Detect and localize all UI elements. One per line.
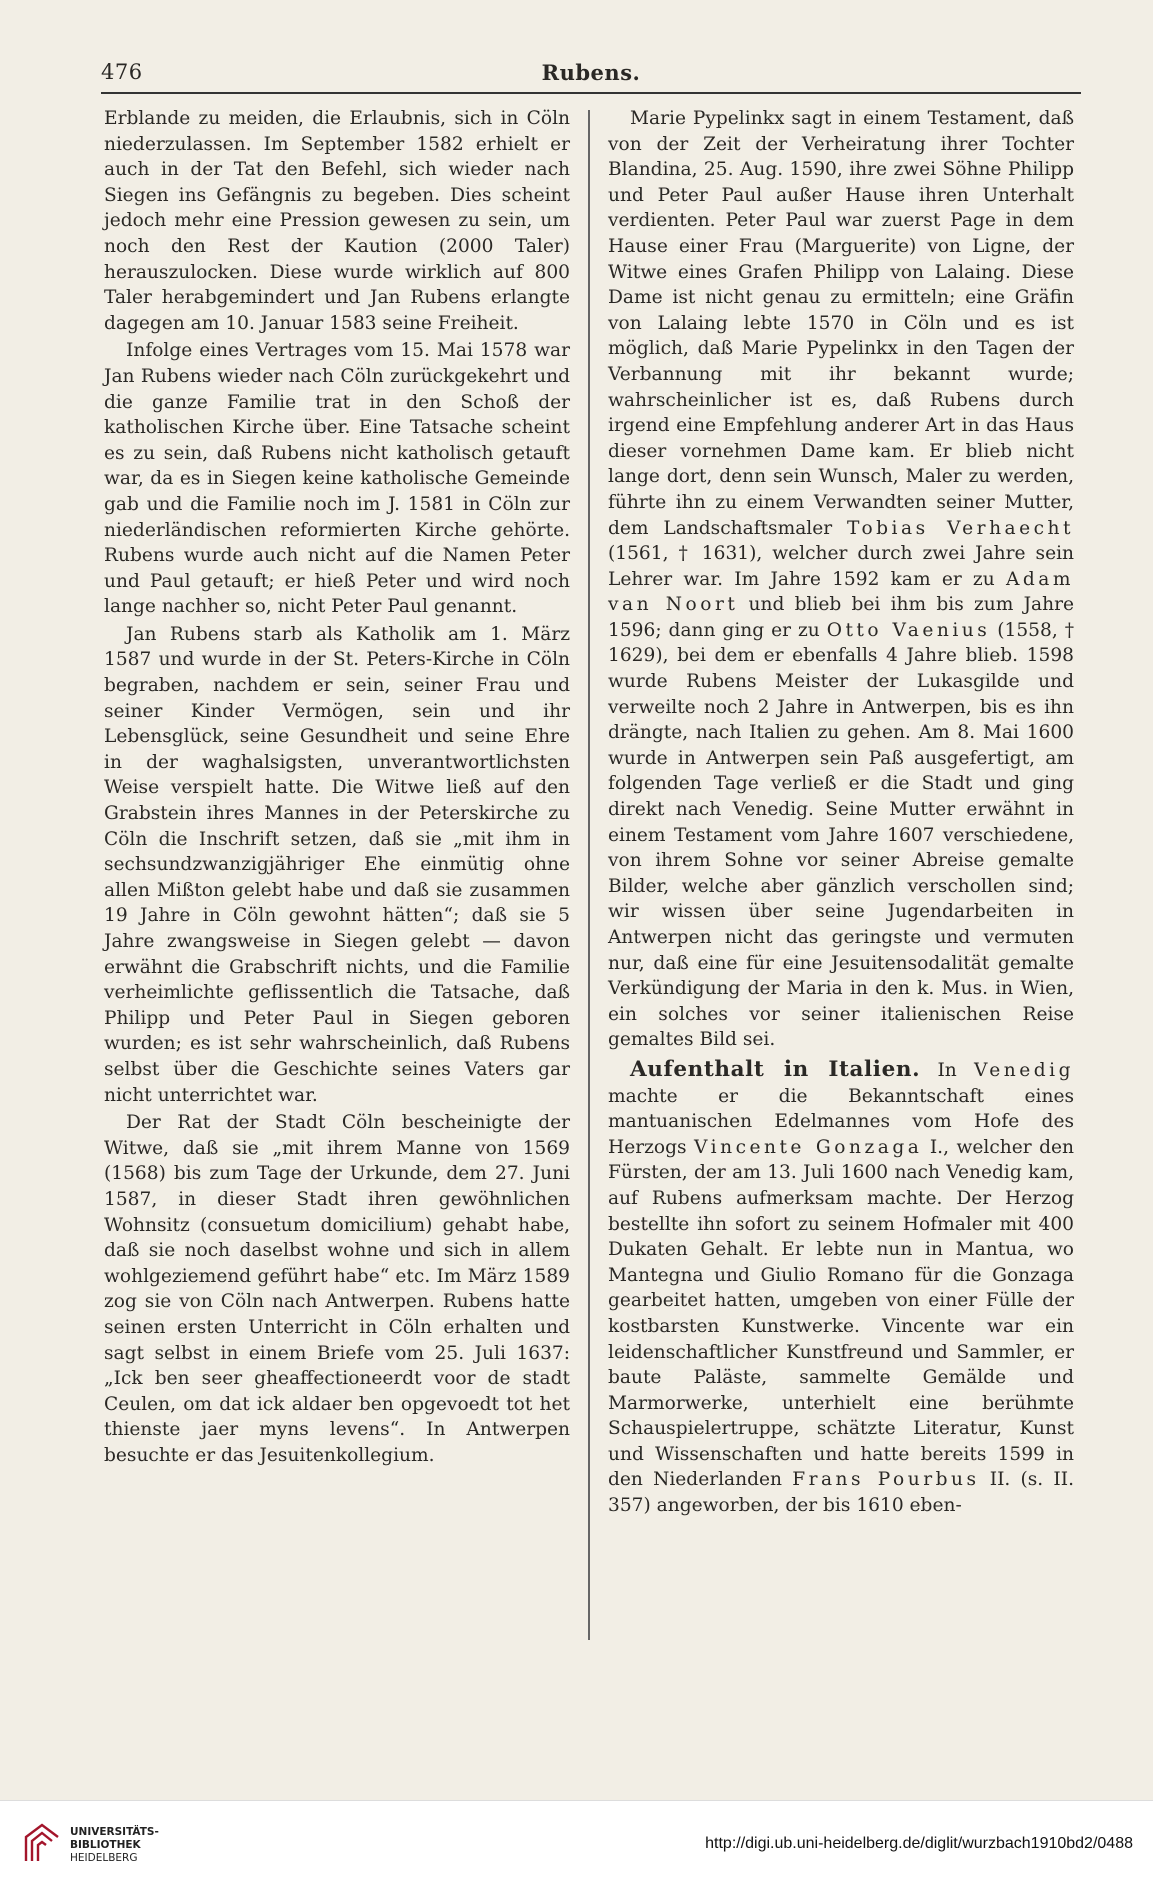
footer-bar [0, 1800, 1153, 1877]
spaced-name: Vincente Gonzaga [694, 1136, 923, 1158]
library-name [70, 1826, 159, 1865]
spaced-name: Otto Vaenius [826, 619, 991, 641]
library-line: HEIDELBERG [70, 1852, 138, 1864]
paragraph [608, 106, 1074, 1053]
library-line: BIBLIOTHEK [70, 1839, 141, 1851]
library-line: UNIVERSITÄTS- [70, 1826, 159, 1838]
column-divider [588, 110, 590, 1640]
spaced-name: Venedig [974, 1059, 1074, 1081]
right-column [608, 106, 1074, 1519]
paragraph: Jan Rubens starb als Katholik am 1. März 1587 und wurde in der St. Peters-Kirche in Cöln begraben, nachdem er sein, seiner Frau und seiner Kinder Vermögen, sein und ihr Lebensglück, seine Gesundheit und seine Ehre in der waghalsigsten, unverantwortlichsten Weise verspielt hatte. Die Witwe ließ auf den Grabstein ihres Mannes in der Peterskirche zu Cöln die Inschrift setzen, daß sie „mit ihm in sechsundzwanzigjähriger Ehe einmütig ohne allen Mißton gelebt habe und daß sie zusammen 19 Jahre in Cöln gewohnt hätten“; daß sie 5 Jahre zwangsweise in Siegen gelebt — davon erwähnt die Grabschrift nichts, und die Familie verheimlichte geflissentlich die Tatsache, daß Philipp und Peter Paul in Siegen geboren wurden; es ist sehr wahrscheinlich, daß Rubens selbst über die Geschichte seines Vaters gar nicht unterrichtet war. [104, 623, 570, 1106]
source-url-link[interactable]: http://digi.ub.uni-heidelberg.de/diglit/wurzbach1910bd2/0488 [705, 1835, 1133, 1852]
spaced-name: Adam van Noort [608, 568, 1074, 616]
header-rule [101, 92, 1081, 94]
text-run: (1558, † 1629), bei dem er ebenfalls 4 Jahre blieb. 1598 wurde Rubens Meister der Lukasgilde und verweilte noch 2 Jahre in Antwerpen, bis es ihn drängte, nach Italien zu gehen. Am 8. Mai 1600 wurde in Antwerpen sein Paß ausgefertigt, am folgenden Tage verließ er die Stadt und ging direkt nach Venedig. Seine Mutter erwähnt in einem Testament vom Jahre 1607 verschiedene, von ihrem Sohne vor seiner Abreise gemalte Bilder, welche aber gänzlich verschollen sind; wir wissen über seine Jugendarbeiten in Antwerpen nicht das geringste und vermuten nur, daß eine für eine Jesuitensodalität gemalte Verkündigung der Maria in den k. Mus. in Wien, ein solches vor seiner italienischen Reise gemaltes Bild sei. [608, 619, 1075, 1051]
text-run: machte er die Bekanntschaft eines mantuanischen Edelmannes vom Hofe des Herzogs [608, 1085, 1074, 1158]
page-number: 476 [101, 60, 143, 84]
paragraph [608, 1057, 1074, 1519]
text-run: Marie Pypelinkx sagt in einem Testament, daß von der Zeit der Verheiratung ihrer Tochter Blandina, 25. Aug. 1590, ihre zwei Söhne Philipp und Peter Paul außer Hause ihren Unterhalt verdienten. Peter Paul war zuerst Page in dem Hause einer Frau (Marguerite) von Ligne, der Witwe eines Grafen Philipp von Lalaing. Diese Dame ist nicht genau zu ermitteln; eine Gräfin von Lalaing lebte 1570 in Cöln und es ist möglich, daß Marie Pypelinkx in den Tagen der Verbannung mit ihr bekannt wurde; wahrscheinlicher ist es, daß Rubens durch irgend eine Empfehlung anderer Art in das Haus dieser vornehmen Dame kam. Er blieb nicht lange dort, denn sein Wunsch, Maler zu werden, führte ihn zu einem Verwandten seiner Mutter, dem Landschaftsmaler [608, 108, 1074, 539]
library-logo-icon [22, 1821, 62, 1863]
running-title: Rubens. [541, 60, 641, 85]
paragraph: Der Rat der Stadt Cöln bescheinigte der Witwe, daß sie „mit ihrem Manne von 1569 (1568) bis zum Tage der Urkunde, dem 27. Juni 1587, in dieser Stadt ihren gewöhnlichen Wohnsitz (consuetum domicilium) gehabt habe, daß sie noch daselbst wohne und sich in allem wohlgeziemend geführt habe“ etc. Im März 1589 zog sie von Cöln nach Antwerpen. Rubens hatte seinen ersten Unterricht in Cöln erhalten und sagt selbst in einem Briefe vom 25. Juli 1637: „Ick ben seer gheaffectioneerdt voor de stadt Ceulen, om dat ick aldaer ben opgevoedt tot het thienste jaer myns levens“. In Antwerpen besuchte er das Jesuitenkollegium. [104, 1112, 570, 1466]
paragraph: Erblande zu meiden, die Erlaubnis, sich in Cöln niederzulassen. Im September 1582 erhielt er auch in der Tat den Befehl, sich wieder nach Siegen ins Gefängnis zu begeben. Dies scheint jedoch mehr eine Pression gewesen zu sein, um noch den Rest der Kaution (2000 Taler) herauszulocken. Diese wurde wirklich auf 800 Taler herabgemindert und Jan Rubens erlangte dagegen am 10. Januar 1583 seine Freiheit. [104, 108, 570, 334]
spaced-name: Tobias Verhaecht [847, 517, 1074, 539]
section-heading: Aufenthalt in Italien. [630, 1056, 921, 1082]
text-run: und blieb bei ihm bis zum Jahre 1596; dann ging er zu [608, 594, 1074, 641]
text-run: II. (s. II. 357) angeworben, der bis 1610 eben- [608, 1469, 1075, 1517]
text-run: (1561, † 1631), welcher durch zwei Jahre sein Lehrer war. Im Jahre 1592 kam er zu [608, 543, 1074, 590]
text-run: I., welcher den Fürsten, der am 13. Juli 1600 nach Venedig kam, auf Rubens aufmerksam machte. Der Herzog bestellte ihn sofort zu seinem Hofmaler mit 400 Dukaten Gehalt. Er lebte nun in Mantua, wo Mantegna und Giulio Romano für die Gonzaga gearbeitet hatten, umgeben von einer Fülle der kostbarsten Kunstwerke. Vincente war ein leidenschaftlicher Kunstfreund und Sammler, er baute Paläste, sammelte Gemälde und Marmorwerke, unterhielt eine berühmte Schauspielertruppe, schätzte Literatur, Kunst und Wissenschaften und hatte bereits 1599 in den Niederlanden [608, 1136, 1074, 1491]
paragraph: Infolge eines Vertrages vom 15. Mai 1578 war Jan Rubens wieder nach Cöln zurückgekehrt und die ganze Familie trat in den Schoß der katholischen Kirche über. Eine Tatsache scheint es zu sein, daß Rubens nicht katholisch getauft war, da es in Siegen keine katholische Gemeinde gab und die Familie noch im J. 1581 in Cöln zur niederländischen reformierten Kirche gehörte. Rubens wurde auch nicht auf die Namen Peter und Paul getauft; er hieß Peter und wird noch lange nachher so, nicht Peter Paul genannt. [104, 340, 570, 618]
text-run: In [937, 1059, 957, 1081]
spaced-name: Frans Pourbus [792, 1469, 980, 1491]
page-header [101, 60, 1081, 90]
left-column [104, 106, 570, 1468]
